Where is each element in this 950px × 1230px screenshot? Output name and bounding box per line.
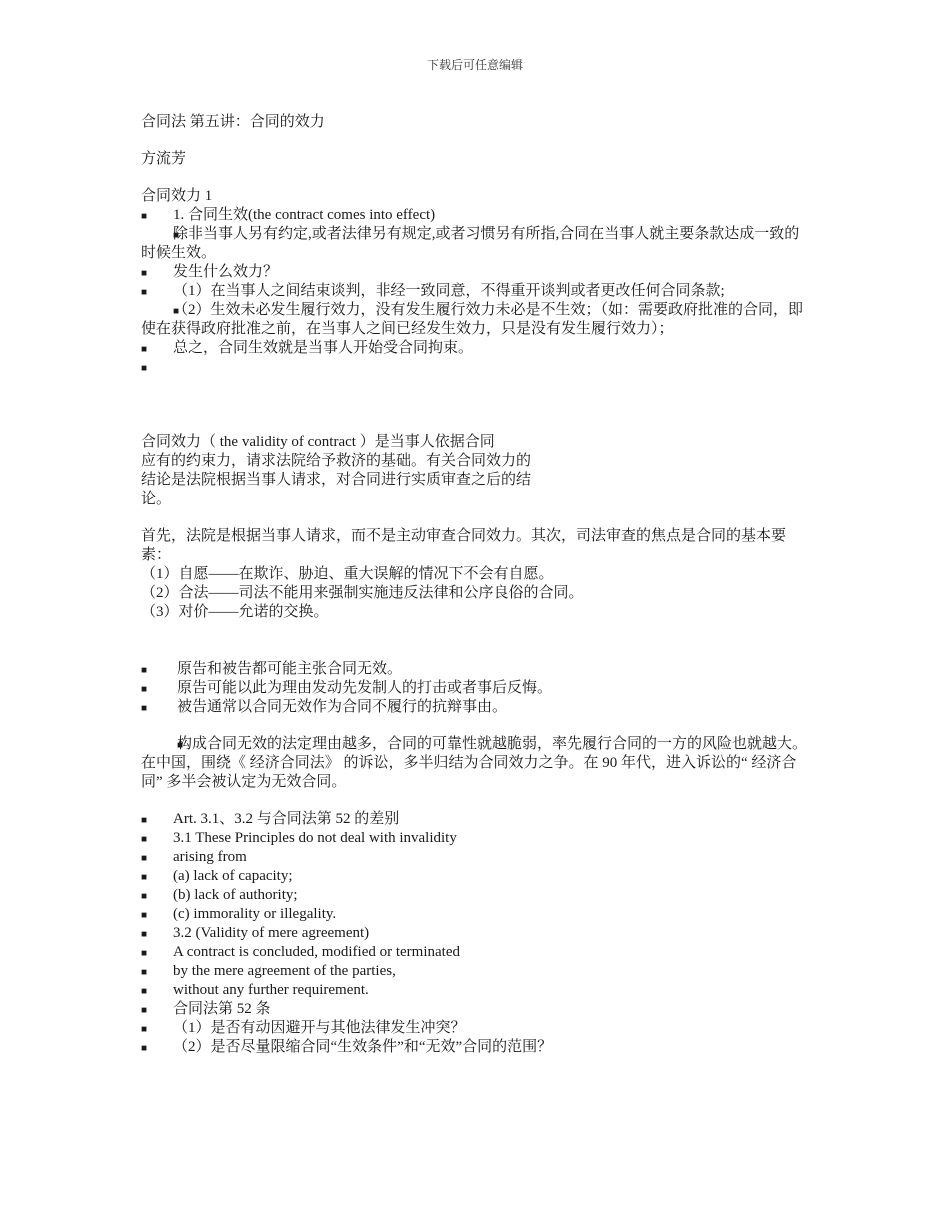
- document-body: [141, 113, 813, 1057]
- article-item: ■ without any further requirement.: [141, 981, 813, 1000]
- list-item: ■ （1）在当事人之间结束谈判，非经一致同意，不得重开谈判或者更改任何合同条款;: [141, 282, 813, 301]
- claim-item: ■ 被告通常以合同无效作为合同不履行的抗辩事由。: [141, 698, 813, 717]
- article-item: ■ 3.1 These Principles do not deal with invalidity: [141, 829, 813, 848]
- review-element: （2）合法——司法不能用来强制实施违反法律和公序良俗的合同。: [141, 585, 584, 601]
- doc-title: 合同法 第五讲：合同的效力: [141, 114, 325, 130]
- article-item: ■ 合同法第 52 条: [141, 1000, 813, 1019]
- list-item: ■ 发生什么效力？: [141, 263, 813, 282]
- review-intro: 首先，法院是根据当事人请求，而不是主动审查合同效力。其次，司法审查的焦点是合同的基本要素：: [141, 528, 787, 563]
- article-item: ■ (a) lack of capacity;: [141, 867, 813, 886]
- validity-line: 论。: [141, 491, 172, 507]
- article-item: ■ （1）是否有动因避开与其他法律发生冲突？: [141, 1019, 813, 1038]
- validity-line: 合同效力（ the validity of contract ）是当事人依据合同: [141, 434, 495, 450]
- validity-line: 应有的约束力，请求法院给予救济的基础。有关合同效力的: [141, 453, 532, 469]
- claim-item: ■ 原告可能以此为理由发动先发制人的打击或者事后反悔。: [141, 679, 813, 698]
- doc-author: 方流芳: [141, 151, 187, 167]
- article-item: ■ Art. 3.1、3.2 与合同法第 52 的差别: [141, 810, 813, 829]
- review-element: （3）对价——允诺的交换。: [141, 604, 329, 620]
- validity-line: 结论是法院根据当事人请求，对合同进行实质审查之后的结: [141, 472, 532, 488]
- article-item: ■ (c) immorality or illegality.: [141, 905, 813, 924]
- section-heading: 合同效力 1: [141, 188, 213, 204]
- article-item: ■ (b) lack of authority;: [141, 886, 813, 905]
- list-item: ■ 除非当事人另有约定,或者法律另有规定,或者习惯另有所指,合同在当事人就主要条款达成一致的时候生效。: [141, 225, 813, 263]
- list-item: ■ 总之，合同生效就是当事人开始受合同拘束。: [141, 339, 813, 358]
- article-item: ■ arising from: [141, 848, 813, 867]
- list-item: ■ 1. 合同生效(the contract comes into effect): [141, 206, 813, 225]
- review-element: （1）自愿——在欺诈、胁迫、重大误解的情况下不会有自愿。: [141, 566, 554, 582]
- empty-bullet: [141, 358, 813, 377]
- page-header: 下载后可任意编辑: [426, 58, 523, 72]
- article-item: ■ （2）是否尽量限缩合同“生效条件”和“无效”合同的范围？: [141, 1038, 813, 1057]
- risk-paragraph: ■ 构成合同无效的法定理由越多，合同的可靠性就越脆弱，率先履行合同的一方的风险也就越大。在中国，围绕《 经济合同法》 的诉讼，多半归结为合同效力之争。在 90 年代，进入诉讼的“ 经济合同” 多半会被认定为无效合同。: [141, 735, 813, 792]
- list-item: ■ （2）生效未必发生履行效力，没有发生履行效力未必是不生效；（如：需要政府批准的合同，即使在获得政府批准之前，在当事人之间已经发生效力，只是没有发生履行效力）；: [141, 301, 813, 339]
- article-item: ■ 3.2 (Validity of mere agreement): [141, 924, 813, 943]
- claim-item: ■ 原告和被告都可能主张合同无效。: [141, 660, 813, 679]
- article-item: ■ by the mere agreement of the parties,: [141, 962, 813, 981]
- article-item: ■ A contract is concluded, modified or terminated: [141, 943, 813, 962]
